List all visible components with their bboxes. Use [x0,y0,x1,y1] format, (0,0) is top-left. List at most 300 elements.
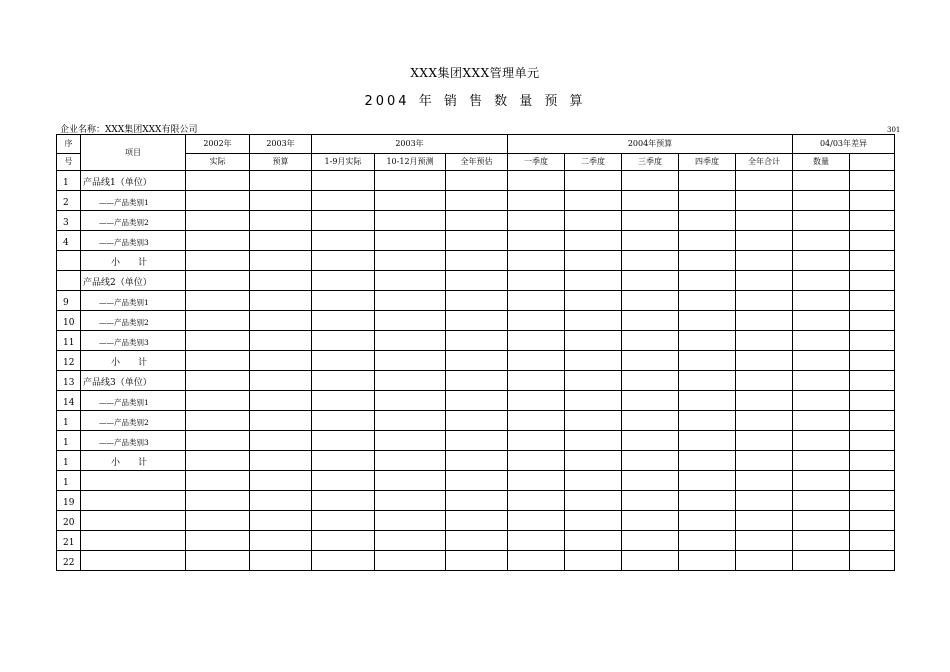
item-header: 项目 [81,135,186,171]
value-cell [186,231,250,251]
value-cell [446,251,508,271]
row-item [81,511,186,531]
value-cell [312,551,375,571]
value-cell [793,311,850,331]
row-seq: 10 [57,311,81,331]
value-cell [793,371,850,391]
value-cell [375,291,446,311]
y2004-sub-header: 二季度 [565,154,622,171]
value-cell [622,191,679,211]
value-cell [508,231,565,251]
value-cell [622,451,679,471]
value-cell [186,511,250,531]
value-cell [850,231,895,251]
value-cell [375,331,446,351]
value-cell [679,471,736,491]
value-cell [679,191,736,211]
table-row [57,531,895,551]
value-cell [736,411,793,431]
value-cell [622,171,679,191]
value-cell [622,271,679,291]
value-cell [622,351,679,371]
value-cell [446,291,508,311]
value-cell [565,471,622,491]
value-cell [375,191,446,211]
value-cell [622,431,679,451]
value-cell [736,451,793,471]
value-cell [736,371,793,391]
value-cell [679,411,736,431]
row-item: 小 计 [81,251,186,271]
value-cell [565,371,622,391]
value-cell [375,351,446,371]
value-cell [793,231,850,251]
value-cell [679,371,736,391]
value-cell [736,351,793,371]
value-cell [622,231,679,251]
header-row-1 [57,135,895,154]
value-cell [186,331,250,351]
value-cell [850,411,895,431]
row-item [81,491,186,511]
value-cell [446,551,508,571]
value-cell [793,171,850,191]
value-cell [312,211,375,231]
value-cell [622,511,679,531]
y2003-group-header: 2003年 [312,135,508,154]
value-cell [250,311,312,331]
row-seq: 14 [57,391,81,411]
table-row [57,171,895,191]
value-cell [508,451,565,471]
value-cell [736,531,793,551]
value-cell [793,331,850,351]
value-cell [565,511,622,531]
value-cell [446,431,508,451]
value-cell [186,391,250,411]
row-seq: 22 [57,551,81,571]
value-cell [508,471,565,491]
value-cell [186,191,250,211]
value-cell [565,251,622,271]
value-cell [508,551,565,571]
value-cell [793,351,850,371]
value-cell [736,471,793,491]
value-cell [508,371,565,391]
value-cell [375,451,446,471]
row-seq: 1 [57,411,81,431]
value-cell [375,551,446,571]
table-row [57,391,895,411]
value-cell [250,291,312,311]
value-cell [850,331,895,351]
value-cell [250,551,312,571]
value-cell [250,251,312,271]
table-row [57,311,895,331]
row-seq [57,271,81,291]
y2003-sub-header: 1-9月实际 [312,154,375,171]
value-cell [622,211,679,231]
value-cell [679,451,736,471]
value-cell [850,311,895,331]
value-cell [850,251,895,271]
value-cell [508,191,565,211]
value-cell [186,351,250,371]
y2004-sub-header: 一季度 [508,154,565,171]
value-cell [679,331,736,351]
row-seq: 19 [57,491,81,511]
value-cell [446,171,508,191]
value-cell [793,551,850,571]
value-cell [186,251,250,271]
table-row [57,291,895,311]
value-cell [736,271,793,291]
value-cell [508,511,565,531]
value-cell [793,211,850,231]
value-cell [250,331,312,351]
row-seq: 3 [57,211,81,231]
value-cell [565,311,622,331]
value-cell [565,411,622,431]
row-item: ——产品类别3 [81,331,186,351]
value-cell [446,411,508,431]
value-cell [312,391,375,411]
row-item [81,471,186,491]
value-cell [565,331,622,351]
value-cell [793,411,850,431]
value-cell [446,331,508,351]
value-cell [312,291,375,311]
value-cell [850,491,895,511]
row-seq: 1 [57,451,81,471]
row-seq: 11 [57,331,81,351]
value-cell [508,391,565,411]
diff-group-header: 04/03年差异 [793,135,895,154]
table-row [57,491,895,511]
value-cell [446,191,508,211]
row-item: ——产品类别2 [81,411,186,431]
value-cell [375,271,446,291]
value-cell [622,491,679,511]
value-cell [446,231,508,251]
value-cell [736,511,793,531]
value-cell [850,531,895,551]
value-cell [565,171,622,191]
table-row [57,351,895,371]
value-cell [508,351,565,371]
table-row [57,411,895,431]
row-item: 小 计 [81,351,186,371]
value-cell [679,491,736,511]
value-cell [679,291,736,311]
value-cell [736,291,793,311]
value-cell [622,291,679,311]
value-cell [736,191,793,211]
value-cell [312,371,375,391]
value-cell [793,531,850,551]
value-cell [565,451,622,471]
value-cell [679,231,736,251]
value-cell [375,431,446,451]
row-seq [57,251,81,271]
value-cell [312,431,375,451]
seq-header-top: 序 [57,135,81,154]
value-cell [850,551,895,571]
value-cell [186,531,250,551]
table-row [57,511,895,531]
value-cell [850,471,895,491]
value-cell [186,291,250,311]
value-cell [793,191,850,211]
value-cell [186,311,250,331]
value-cell [375,511,446,531]
value-cell [186,431,250,451]
row-item: ——产品类别1 [81,391,186,411]
value-cell [679,251,736,271]
row-seq: 9 [57,291,81,311]
value-cell [312,471,375,491]
table-row [57,231,895,251]
row-seq: 21 [57,531,81,551]
value-cell [312,251,375,271]
value-cell [508,491,565,511]
value-cell [679,391,736,411]
value-cell [850,391,895,411]
value-cell [250,271,312,291]
value-cell [250,191,312,211]
value-cell [446,531,508,551]
row-item: ——产品类别1 [81,291,186,311]
value-cell [793,251,850,271]
value-cell [375,231,446,251]
value-cell [312,491,375,511]
row-item: 小 计 [81,451,186,471]
value-cell [622,251,679,271]
value-cell [793,451,850,471]
row-seq: 2 [57,191,81,211]
value-cell [508,251,565,271]
value-cell [850,191,895,211]
value-cell [565,391,622,411]
value-cell [312,171,375,191]
value-cell [793,271,850,291]
value-cell [186,451,250,471]
value-cell [375,531,446,551]
value-cell [446,371,508,391]
value-cell [312,351,375,371]
value-cell [622,471,679,491]
value-cell [679,311,736,331]
value-cell [446,451,508,471]
value-cell [850,511,895,531]
row-item: 产品线2（单位） [81,271,186,291]
value-cell [622,391,679,411]
value-cell [446,271,508,291]
value-cell [622,551,679,571]
value-cell [375,211,446,231]
value-cell [312,311,375,331]
value-cell [850,351,895,371]
value-cell [565,351,622,371]
value-cell [312,451,375,471]
value-cell [679,271,736,291]
value-cell [446,471,508,491]
table-row [57,551,895,571]
value-cell [186,551,250,571]
y2004-group-header: 2004年预算 [508,135,793,154]
value-cell [679,351,736,371]
y2004-sub-header: 全年合计 [736,154,793,171]
value-cell [565,211,622,231]
value-cell [565,491,622,511]
value-cell [508,211,565,231]
value-cell [850,431,895,451]
page-code: 301 [887,126,901,134]
value-cell [312,271,375,291]
value-cell [446,311,508,331]
value-cell [508,291,565,311]
value-cell [736,311,793,331]
value-cell [250,491,312,511]
company-name: 企业名称：XXX集团XXX有限公司 [60,125,198,135]
value-cell [250,411,312,431]
row-seq: 20 [57,511,81,531]
value-cell [250,211,312,231]
value-cell [250,391,312,411]
y2003-budget-header-bottom: 预算 [250,154,312,171]
value-cell [186,491,250,511]
value-cell [622,531,679,551]
y2003-sub-header: 全年预估 [446,154,508,171]
value-cell [850,371,895,391]
value-cell [736,391,793,411]
value-cell [250,511,312,531]
value-cell [446,351,508,371]
value-cell [446,211,508,231]
value-cell [312,531,375,551]
value-cell [850,291,895,311]
value-cell [508,331,565,351]
value-cell [622,371,679,391]
sales-budget-table [56,134,895,571]
value-cell [793,431,850,451]
table-row [57,191,895,211]
org-title: XXX集团XXX管理单元 [410,66,540,80]
value-cell [375,171,446,191]
value-cell [312,191,375,211]
value-cell [679,431,736,451]
value-cell [793,491,850,511]
value-cell [679,211,736,231]
value-cell [793,391,850,411]
value-cell [679,171,736,191]
value-cell [793,291,850,311]
value-cell [736,251,793,271]
value-cell [186,171,250,191]
value-cell [679,511,736,531]
value-cell [736,331,793,351]
value-cell [446,511,508,531]
value-cell [312,411,375,431]
diff-sub-header: 数量 [793,154,850,171]
table-row [57,251,895,271]
value-cell [375,391,446,411]
value-cell [375,371,446,391]
value-cell [250,531,312,551]
y2002-header-top: 2002年 [186,135,250,154]
value-cell [186,211,250,231]
row-item: 产品线1（单位） [81,171,186,191]
value-cell [446,391,508,411]
value-cell [250,351,312,371]
value-cell [508,311,565,331]
y2004-sub-header: 三季度 [622,154,679,171]
row-seq: 1 [57,431,81,451]
value-cell [736,171,793,191]
value-cell [565,531,622,551]
value-cell [375,491,446,511]
row-seq: 1 [57,171,81,191]
value-cell [508,271,565,291]
value-cell [850,451,895,471]
value-cell [186,271,250,291]
value-cell [565,191,622,211]
row-seq: 4 [57,231,81,251]
value-cell [565,431,622,451]
table-row [57,431,895,451]
report-title: 2004 年 销 售 数 量 预 算 [364,94,586,109]
value-cell [793,471,850,491]
row-seq: 12 [57,351,81,371]
value-cell [375,411,446,431]
value-cell [250,471,312,491]
row-item [81,531,186,551]
value-cell [312,511,375,531]
value-cell [622,411,679,431]
y2003-sub-header: 10-12月预测 [375,154,446,171]
seq-header-bottom: 号 [57,154,81,171]
value-cell [250,231,312,251]
value-cell [850,211,895,231]
value-cell [850,271,895,291]
value-cell [622,331,679,351]
value-cell [793,511,850,531]
row-item: ——产品类别3 [81,431,186,451]
y2002-header-bottom: 实际 [186,154,250,171]
row-item: ——产品类别2 [81,211,186,231]
row-item [81,551,186,571]
value-cell [736,551,793,571]
value-cell [736,211,793,231]
table-row [57,331,895,351]
row-seq: 13 [57,371,81,391]
row-item: ——产品类别1 [81,191,186,211]
value-cell [565,271,622,291]
diff-sub-header [850,154,895,171]
y2004-sub-header: 四季度 [679,154,736,171]
value-cell [850,171,895,191]
table-row [57,271,895,291]
value-cell [679,531,736,551]
value-cell [508,531,565,551]
value-cell [565,291,622,311]
value-cell [679,551,736,571]
value-cell [565,551,622,571]
value-cell [186,411,250,431]
value-cell [312,331,375,351]
value-cell [250,431,312,451]
row-item: ——产品类别3 [81,231,186,251]
